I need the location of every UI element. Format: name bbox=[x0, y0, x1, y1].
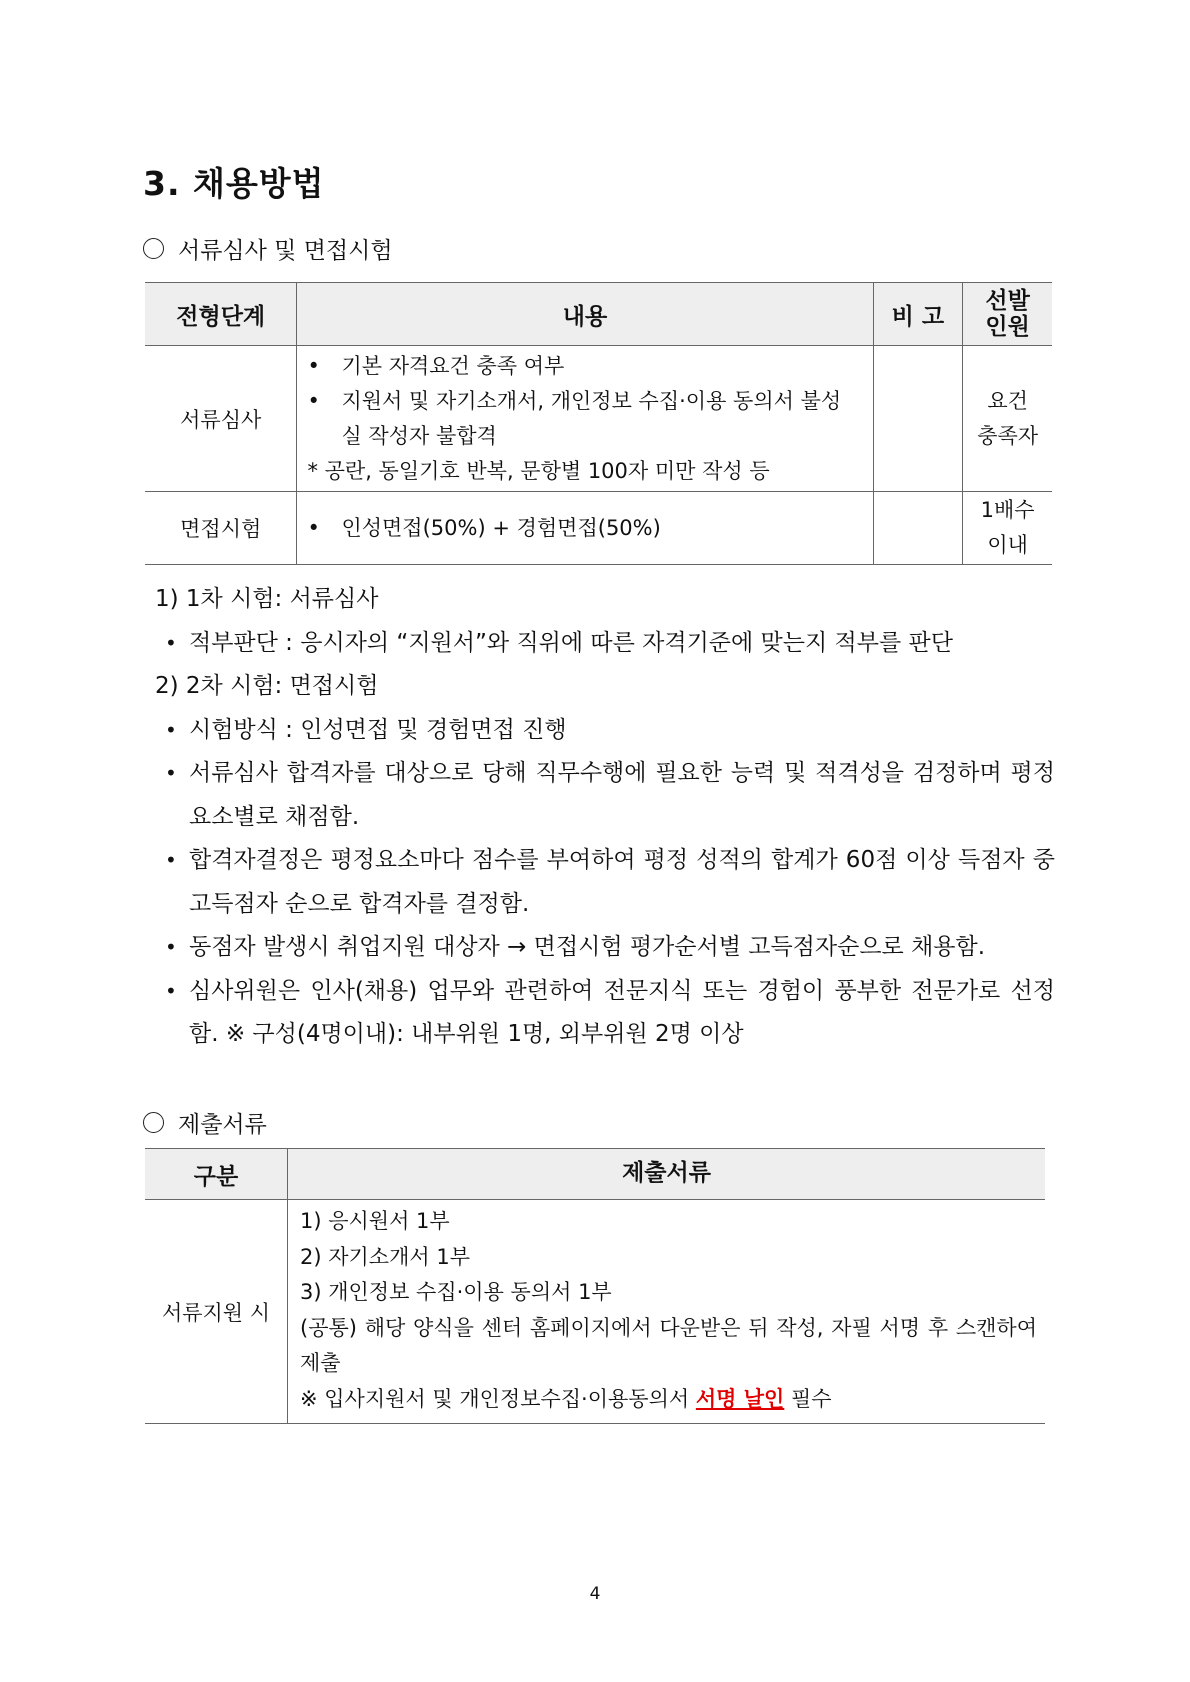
step-heading: 2) 2차 시험: 면접시험 bbox=[155, 673, 379, 699]
selection-text: 1배수 이내 bbox=[980, 498, 1035, 557]
list-item: 3) 개인정보 수집·이용 동의서 1부 bbox=[300, 1280, 612, 1304]
signature-emphasis: 서명 날인 bbox=[695, 1386, 785, 1411]
bullet-icon: • bbox=[165, 717, 177, 742]
list-item-text: 적부판단 : 응시자의 “지원서”와 직위에 따른 자격기준에 맞는지 적부를 판단 bbox=[189, 629, 953, 656]
category-cell: 서류지원 시 bbox=[145, 1200, 288, 1424]
header-stage: 전형단계 bbox=[145, 283, 297, 346]
remark-cell bbox=[873, 346, 963, 492]
remark-cell bbox=[873, 492, 963, 565]
list-item bbox=[155, 970, 1055, 1057]
bullet-icon: • bbox=[165, 848, 177, 872]
stage-cell: 면접시험 bbox=[145, 492, 297, 565]
list-item-text: 시험방식 : 인성면접 및 경험면접 진행 bbox=[189, 716, 567, 743]
selection-cell bbox=[963, 492, 1052, 565]
list-item: (공통) 해당 양식을 센터 홈페이지에서 다운받은 뒤 작성, 자필 서명 후 스캔하여 제출 bbox=[300, 1315, 1037, 1375]
circle-bullet-icon bbox=[143, 1112, 164, 1133]
documents-table bbox=[145, 1148, 1045, 1424]
list-item: 1) 응시원서 1부 bbox=[300, 1209, 450, 1233]
header-remark: 비 고 bbox=[873, 283, 963, 346]
notice-suffix: 필수 bbox=[784, 1386, 832, 1411]
bullet-icon: • bbox=[165, 761, 177, 785]
procedure-text bbox=[155, 578, 1055, 1057]
screening-table bbox=[145, 282, 1052, 565]
bullet-icon: • bbox=[165, 630, 177, 655]
subheading-text: 서류심사 및 면접시험 bbox=[178, 238, 393, 264]
header-content: 내용 bbox=[297, 283, 873, 346]
subheading-text: 제출서류 bbox=[178, 1112, 267, 1138]
bullet-icon: • bbox=[307, 515, 320, 540]
page-number: 4 bbox=[589, 1584, 601, 1604]
header-category: 구분 bbox=[145, 1149, 288, 1200]
documents-cell bbox=[288, 1200, 1046, 1424]
stage-cell: 서류심사 bbox=[145, 346, 297, 492]
list-item-text: 지원서 및 자기소개서, 개인정보 수집·이용 동의서 불성실 작성자 불합격 bbox=[341, 388, 842, 448]
list-item bbox=[155, 622, 1055, 666]
signature-notice bbox=[300, 1382, 1037, 1418]
circle-bullet-icon bbox=[143, 238, 164, 259]
section-title: 3. 채용방법 bbox=[143, 164, 325, 203]
step-heading: 1) 1차 시험: 서류심사 bbox=[155, 586, 379, 612]
table-row bbox=[145, 492, 1052, 565]
bullet-icon: • bbox=[307, 353, 320, 378]
header-selection bbox=[963, 283, 1052, 346]
note-text: * 공란, 동일기호 반복, 문항별 100자 미만 작성 등 bbox=[307, 458, 770, 483]
list-item-text: 심사위원은 인사(채용) 업무와 관련하여 전문지식 또는 경험이 풍부한 전문가로 선정함. ※ 구성(4명이내): 내부위원 1명, 외부위원 2명 이상 bbox=[189, 977, 1055, 1047]
table-header-row bbox=[145, 1149, 1045, 1200]
bullet-icon: • bbox=[307, 388, 320, 413]
table-row bbox=[145, 346, 1052, 492]
list-item bbox=[307, 349, 864, 384]
list-item-text: 서류심사 합격자를 대상으로 당해 직무수행에 필요한 능력 및 적격성을 검정하며 평정요소별로 채점함. bbox=[189, 760, 1055, 830]
table-row bbox=[145, 1200, 1045, 1424]
list-item bbox=[307, 384, 864, 454]
list-item-text: 합격자결정은 평정요소마다 점수를 부여하여 평정 성적의 합계가 60점 이상 득점자 중 고득점자 순으로 합격자를 결정함. bbox=[189, 847, 1055, 917]
content-cell bbox=[297, 346, 873, 492]
subheading-screening bbox=[143, 232, 393, 265]
list-item bbox=[155, 839, 1055, 926]
notice-prefix: ※ 입사지원서 및 개인정보수집·이용동의서 bbox=[300, 1386, 696, 1411]
content-cell bbox=[297, 492, 873, 565]
header-documents: 제출서류 bbox=[288, 1149, 1046, 1200]
list-item bbox=[307, 511, 864, 546]
list-item-text: 인성면접(50%) + 경험면접(50%) bbox=[341, 515, 661, 540]
selection-cell bbox=[963, 346, 1052, 492]
bullet-icon: • bbox=[165, 935, 177, 959]
list-item bbox=[155, 752, 1055, 839]
list-item bbox=[155, 709, 1055, 753]
bullet-icon: • bbox=[165, 978, 177, 1003]
list-item: 2) 자기소개서 1부 bbox=[300, 1244, 470, 1269]
header-selection-text: 선발 인원 bbox=[985, 288, 1030, 340]
list-item-text: 동점자 발생시 취업지원 대상자 → 면접시험 평가순서별 고득점자순으로 채용함. bbox=[189, 934, 986, 960]
selection-text: 요건 충족자 bbox=[977, 388, 1039, 448]
list-item bbox=[155, 926, 1055, 970]
table-header-row bbox=[145, 283, 1052, 346]
list-item-text: 기본 자격요건 충족 여부 bbox=[341, 353, 565, 378]
subheading-documents bbox=[143, 1106, 267, 1139]
